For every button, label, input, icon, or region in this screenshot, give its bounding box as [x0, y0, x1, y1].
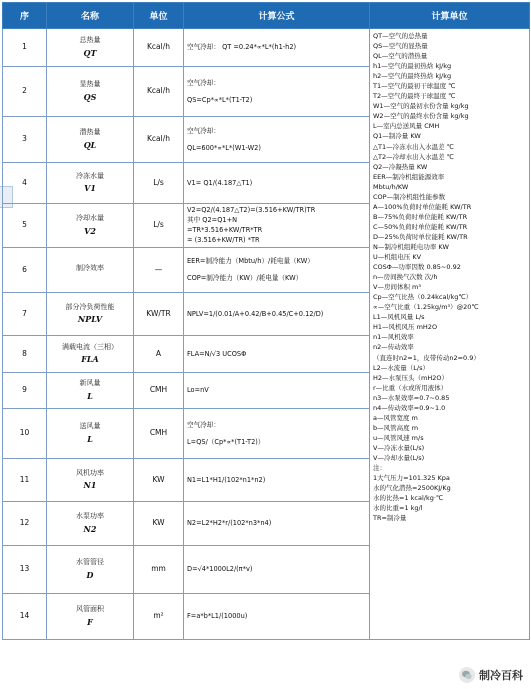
desc-line: Q1—制冷量 KW [373, 132, 421, 141]
row-formula [184, 29, 370, 67]
row-unit: CMH [134, 373, 184, 409]
row-index: 2 [3, 67, 47, 117]
row-index: 5 [3, 204, 47, 248]
desc-line: L1—风机风量 L/s [373, 313, 425, 322]
formula-line: NPLV=1/(0.01/A+0.42/B+0.45/C+0.12/D) [187, 309, 324, 318]
row-formula [184, 336, 370, 373]
formula-line: 空气冷却： [187, 420, 220, 429]
name-cn: 新风量 [79, 379, 101, 388]
formula-line: FLA=N/√3 UCOSΦ [187, 349, 247, 358]
desc-line: N—制冷机组耗电功率 KW [373, 242, 449, 251]
name-symbol: L [87, 433, 93, 444]
name-symbol: FLA [81, 354, 99, 365]
row-index: 14 [3, 594, 47, 640]
formula-line: L=QS/（Cp*∝*(T1-T2)） [187, 437, 265, 446]
desc-line: 水的气化潜热=2500KJ/Kg [373, 484, 451, 493]
name-symbol: QS [83, 91, 97, 102]
desc-line: n2—传动效率 [373, 343, 414, 352]
name-cn: 显热量 [79, 80, 101, 89]
row-unit: Kcal/h [134, 117, 184, 163]
row-name [47, 117, 134, 163]
desc-line: QS—空气的显热量 [373, 42, 428, 51]
desc-line: T2—空气的最终干球温度 ℃ [373, 92, 456, 101]
row-formula [184, 117, 370, 163]
row-name [47, 459, 134, 502]
formula-line: 其中 Q2=Q1+N [187, 216, 238, 225]
row-unit: L/s [134, 204, 184, 248]
row-index: 3 [3, 117, 47, 163]
formula-line: 空气冷却： [187, 126, 220, 135]
desc-line: V—冷冻水量(L/s) [373, 443, 425, 452]
formula-line: D=√4*1000L2/(π*v) [187, 565, 253, 574]
desc-line: TR=制冷量 [373, 514, 407, 523]
desc-line: u—风管风速 m/s [373, 433, 424, 442]
name-cn: 冷冻水量 [76, 171, 104, 180]
formula-line: =TR*3.516+KW/TR*TR [187, 226, 263, 234]
desc-line: h1—空气的最初热焓 kJ/kg [373, 62, 452, 71]
desc-line: 水的比热=1 kcal/kg·℃ [373, 494, 444, 503]
row-name [47, 293, 134, 336]
row-unit: KW [134, 459, 184, 502]
desc-line: Q2—冷凝热量 KW [373, 162, 428, 171]
desc-line: W2—空气的最终水份含量 kg/kg [373, 112, 469, 121]
name-cn: 冷却水量 [76, 214, 104, 223]
header-idx: 序 [3, 3, 47, 29]
formula-table [2, 2, 530, 640]
header-unit: 单位 [134, 3, 184, 29]
name-cn: 水泵功率 [76, 512, 104, 521]
row-index: 12 [3, 502, 47, 546]
row-unit: CMH [134, 409, 184, 459]
desc-line: H1—风机风压 mH2O [373, 323, 438, 332]
row-formula [184, 373, 370, 409]
row-formula [184, 293, 370, 336]
name-symbol: N2 [83, 523, 97, 534]
desc-line: COSΦ—功率因数 0.85~0.92 [373, 263, 461, 272]
row-name [47, 594, 134, 640]
name-symbol: QL [83, 139, 97, 150]
desc-line: r—比重（水或所用液体） [373, 383, 448, 392]
row-name [47, 163, 134, 204]
name-symbol: NPLV [77, 314, 103, 325]
row-unit: Kcal/h [134, 29, 184, 67]
desc-line: QT—空气的总热量 [373, 32, 428, 40]
formula-line: COP=制冷能力（KW）/耗电量（KW） [187, 274, 303, 282]
desc-line: W1—空气的最初水份含量 kg/kg [373, 102, 469, 111]
formula-line: V2=Q2/(4.187△T2)=(3.516+KW/TR)TR [187, 206, 316, 215]
row-index: 11 [3, 459, 47, 502]
row-unit: A [134, 336, 184, 373]
desc-line: V—冷却水量(L/s) [373, 453, 425, 462]
desc-line: n—房间换气次数 次/h [373, 273, 438, 282]
desc-line: 注： [373, 464, 386, 473]
formula-line: N2=L2*H2*r/(102*n3*n4) [187, 519, 272, 528]
formula-line: = (3.516+KW/TR) *TR [187, 235, 260, 244]
name-cn: 满载电流（三相） [62, 342, 118, 351]
name-cn: 制冷效率 [76, 264, 104, 273]
desc-line: 1大气压力=101.325 Kpa [373, 474, 450, 483]
desc-line: △T1—冷冻水出入水温差 ℃ [373, 142, 454, 151]
row-name [47, 204, 134, 248]
wechat-icon [459, 667, 475, 683]
row-formula [184, 502, 370, 546]
row-unit: mm [134, 546, 184, 594]
desc-line: b—风管高度 m [373, 423, 419, 432]
row-name [47, 29, 134, 67]
row-index: 8 [3, 336, 47, 373]
desc-line: ∝—空气比重（1.25kg/m³）@20℃ [373, 303, 479, 312]
name-symbol: N1 [83, 480, 97, 491]
row-index: 9 [3, 373, 47, 409]
header-desc: 计算单位 [370, 3, 530, 29]
row-unit: KW/TR [134, 293, 184, 336]
formula-line: QS=Cp*∝*L*(T1-T2) [187, 95, 253, 104]
desc-line: D—25%负荷时单位能耗 KW/TR [373, 232, 468, 241]
name-cn: 风机功率 [76, 468, 104, 477]
desc-line: A—100%负荷时单位能耗 KW/TR [373, 202, 472, 211]
name-cn: 潜热量 [79, 128, 101, 137]
header-name: 名称 [47, 3, 134, 29]
table-row [3, 29, 530, 67]
name-cn: 送风量 [79, 422, 101, 431]
header-formula: 计算公式 [184, 3, 370, 29]
row-formula [184, 459, 370, 502]
row-formula [184, 163, 370, 204]
desc-line: V—房间体积 m³ [373, 283, 421, 292]
formula-line: F=a*b*L1/(1000u) [187, 612, 248, 621]
formula-line: 空气冷却： QT =0.24*∝*L*(h1-h2) [187, 43, 297, 52]
row-formula [184, 409, 370, 459]
desc-line: H2—水泵压头（mH2O） [373, 373, 448, 382]
formula-line: QL=600*∝*L*(W1-W2) [187, 143, 261, 152]
formula-line: N1=L1*H1/(102*n1*n2) [187, 475, 266, 484]
desc-line: Mbtu/h/KW [373, 182, 409, 191]
row-formula [184, 594, 370, 640]
row-name [47, 546, 134, 594]
name-symbol: V2 [84, 225, 96, 236]
row-formula [184, 546, 370, 594]
row-unit: m² [134, 594, 184, 640]
name-symbol: D [86, 569, 94, 580]
row-unit: — [134, 248, 184, 293]
name-cn: 部分冷负荷性能 [65, 302, 115, 311]
desc-line: EER—制冷机组能源效率 [373, 172, 445, 181]
formula-line: EER=制冷能力（Mbtu/h）/耗电量（KW） [187, 257, 314, 266]
name-cn: 总热量 [79, 36, 101, 45]
desc-line: QL—空气的潜热量 [373, 52, 428, 61]
row-unit: L/s [134, 163, 184, 204]
row-index: 4 [3, 163, 47, 204]
desc-line: △T2—冷却水出入水温差 ℃ [373, 152, 454, 161]
desc-line: 水的比重=1 kg/l [373, 504, 423, 513]
row-formula [184, 204, 370, 248]
formula-line: 空气冷却： [187, 78, 220, 87]
row-formula [184, 67, 370, 117]
row-name [47, 502, 134, 546]
row-index: 6 [3, 248, 47, 293]
desc-line: L—室内总送风量 CMH [373, 122, 440, 131]
row-unit: Kcal/h [134, 67, 184, 117]
desc-line: T1—空气的最初干球温度 ℃ [373, 82, 456, 91]
desc-line: n1—风机效率 [373, 333, 414, 342]
desc-line: COP—制冷机组性能参数 [373, 192, 446, 201]
watermark [459, 667, 523, 683]
header-row [3, 3, 530, 29]
name-symbol: F [87, 616, 93, 627]
row-formula [184, 248, 370, 293]
desc-line: h2—空气的最终热焓 kJ/kg [373, 72, 452, 81]
row-index: 1 [3, 29, 47, 67]
row-index: 10 [3, 409, 47, 459]
desc-line: （直连时n2=1，皮带传动n2=0.9） [373, 353, 480, 362]
row-name [47, 373, 134, 409]
row-name [47, 67, 134, 117]
desc-line: a—风管宽度 m [373, 413, 418, 422]
name-cn: 水管管径 [76, 558, 104, 567]
unit-descriptions [370, 29, 530, 640]
row-index: 7 [3, 293, 47, 336]
name-symbol: V1 [84, 183, 96, 194]
row-name [47, 248, 134, 293]
desc-line: n3—水泵效率=0.7~0.85 [373, 393, 450, 402]
row-name [47, 409, 134, 459]
row-index: 13 [3, 546, 47, 594]
formula-line: Lo=nV [187, 386, 209, 395]
desc-line: B—75%负荷时单位能耗 KW/TR [373, 212, 468, 221]
name-cn: 风管面积 [76, 605, 104, 614]
row-name [47, 336, 134, 373]
formula-line: V1= Q1/(4.187△T1) [187, 178, 253, 187]
name-symbol: L [87, 390, 93, 401]
desc-line: U—机组电压 KV [373, 253, 422, 262]
desc-line: n4—传动效率=0.9~1.0 [373, 403, 446, 412]
desc-line: C—50%负荷时单位能耗 KW/TR [373, 222, 468, 231]
watermark-text: 制冷百科 [479, 669, 523, 682]
desc-line: L2—水流量（L/s） [373, 363, 429, 372]
name-symbol: QT [83, 47, 97, 58]
row-unit: KW [134, 502, 184, 546]
desc-line: Cp—空气比热（0.24kcal/kg℃） [373, 293, 473, 302]
